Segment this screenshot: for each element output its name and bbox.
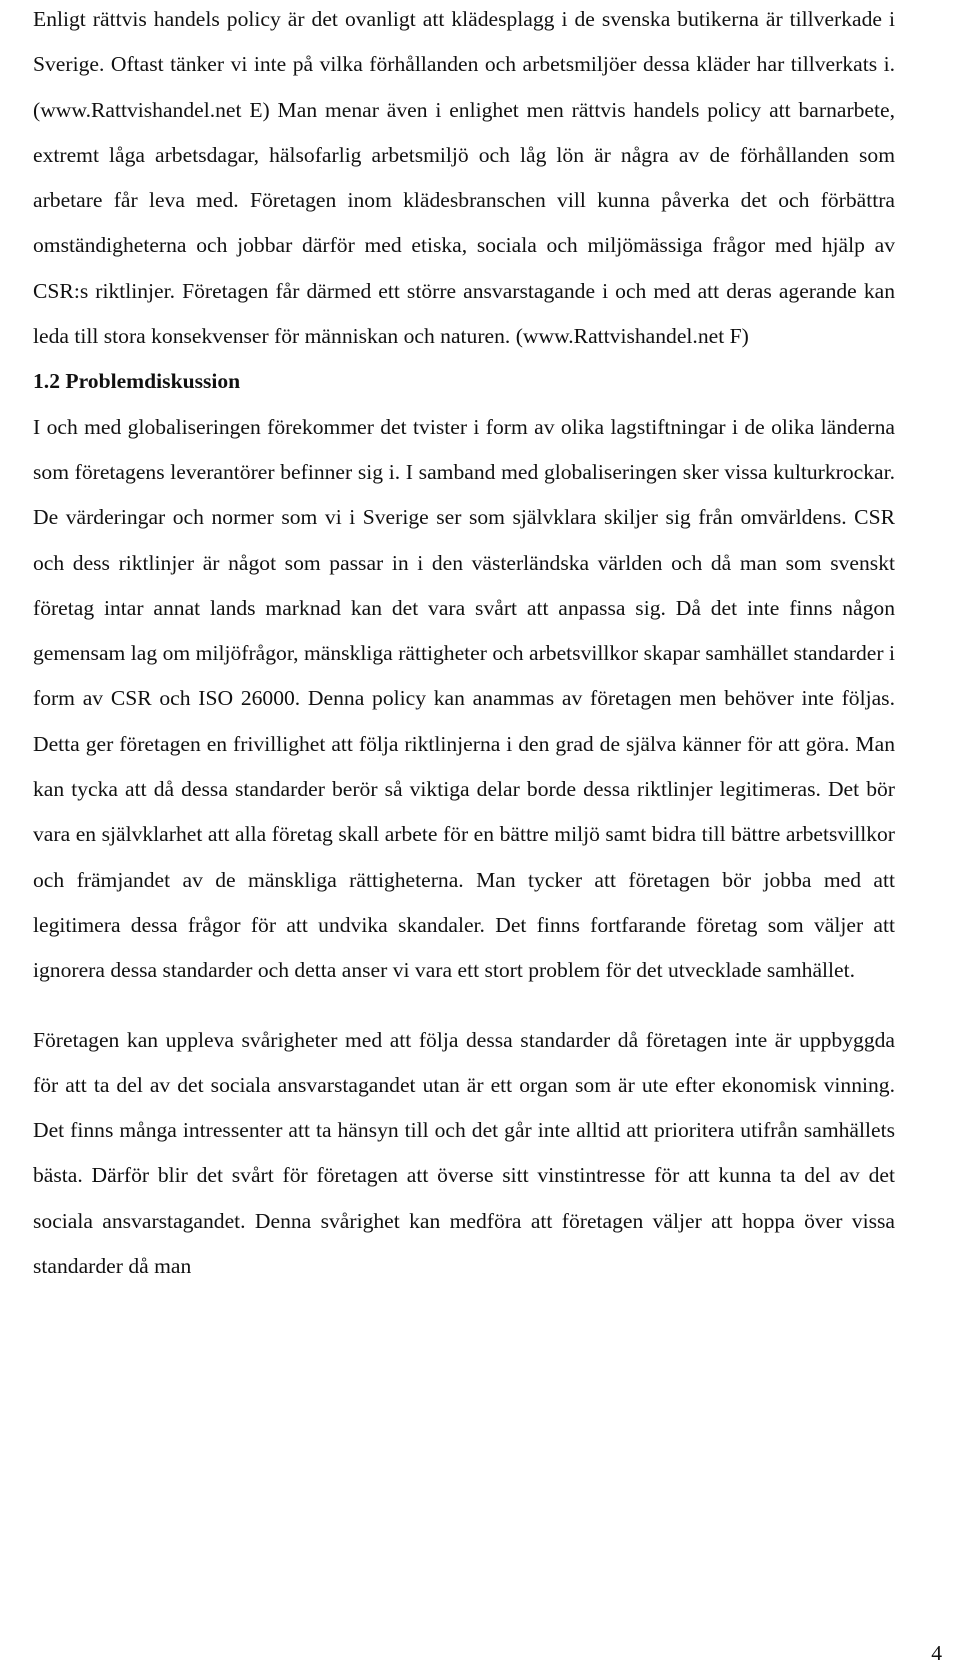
page-number: 4 <box>931 1641 942 1665</box>
section-heading: 1.2 Problemdiskussion <box>33 369 241 394</box>
body-paragraph: I och med globaliseringen förekommer det tvister i form av olika lagstiftningar i de olika länderna som företagens leverantörer befinner sig i. I samband med globaliseringen sker vissa kulturkrockar. De värderingar och normer som vi i Sverige ser som självklara skiljer sig från omvärldens. CSR och dess riktlinjer är något som passar in i den västerländska världen och då man som svenskt företag intar annat lands marknad kan det vara svårt att anpassa sig. Då det inte finns någon gemensam lag om miljöfrågor, mänskliga rättigheter och arbetsvillkor skapar samhället standarder i form av CSR och ISO 26000. Denna policy kan anammas av företagen men behöver inte följas. Detta ger företagen en frivillighet att följa riktlinjerna i den grad de själva känner för att göra. Man kan tycka att då dessa standarder berör så viktiga delar borde dessa riktlinjer legitimeras. Det bör vara en självklarhet att alla företag skall arbete för en bättre miljö samt bidra till bättre arbetsvillkor och främjandet av de mänskliga rättigheterna. Man tycker att företagen bör jobba med att legitimera dessa frågor för att undvika skandaler. Det finns fortfarande företag som väljer att ignorera dessa standarder och detta anser vi vara ett stort problem för det utvecklade samhället. <box>33 414 895 983</box>
body-paragraph: Enligt rättvis handels policy är det ovanligt att klädesplagg i de svenska butikerna är tillverkade i Sverige. Oftast tänker vi inte på vilka förhållanden och arbetsmiljöer dessa kläder har tillverkats i. (www.Rattvishandel.net E) Man menar även i enlighet men rättvis handels policy att barnarbete, extremt låga arbetsdagar, hälsofarlig arbetsmiljö och låg lön är några av de förhållanden som arbetare får leva med. Företagen inom klädesbranschen vill kunna påverka det och förbättra omständigheterna och jobbar därför med etiska, sociala och miljömässiga frågor med hjälp av CSR:s riktlinjer. Företagen får därmed ett större ansvarstagande i och med att deras agerande kan leda till stora konsekvenser för människan och naturen. (www.Rattvishandel.net F) <box>33 7 895 349</box>
body-paragraph: Företagen kan uppleva svårigheter med att följa dessa standarder då företagen inte är uppbyggda för att ta del av det sociala ansvarstagandet utan är ett organ som är ute efter ekonomisk vinning. Det finns många intressenter att ta hänsyn till och det går inte alltid att prioritera utifrån samhällets bästa. Därför blir det svårt för företagen att överse sitt vinstintresse för att kunna ta del av det sociala ansvarstagandet. Denna svårighet kan medföra att företagen väljer att hoppa över vissa standarder då man <box>33 1027 895 1279</box>
document-page <box>33 0 895 1289</box>
